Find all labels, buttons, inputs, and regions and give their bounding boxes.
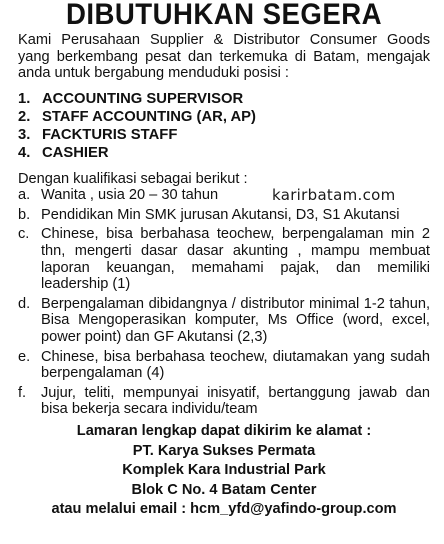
position-number: 2.	[18, 108, 31, 125]
qualification-marker: e.	[18, 348, 31, 365]
qualifications-intro: Dengan kualifikasi sebagai berikut :	[18, 170, 248, 187]
headline: DIBUTUHKAN SEGERA	[65, 0, 383, 31]
qualifications-list	[18, 187, 430, 418]
position-item	[18, 90, 430, 108]
qualification-text: Wanita , usia 20 – 30 tahun	[41, 187, 219, 204]
position-number: 4.	[18, 145, 31, 162]
address-line-1: Komplek Kara Industrial Park	[122, 462, 326, 479]
position-title: CASHIER	[42, 145, 109, 162]
positions-list	[18, 90, 430, 163]
contact-lead: Lamaran lengkap dapat dikirim ke alamat :	[76, 422, 372, 439]
position-title: STAFF ACCOUNTING (AR, AP)	[42, 108, 256, 125]
qualification-item	[18, 296, 430, 346]
address-line-2: Blok C No. 4 Batam Center	[131, 481, 317, 498]
qualification-item	[18, 226, 430, 292]
email-line: atau melalui email : hcm_yfd@yafindo-group.com	[51, 501, 397, 518]
position-number: 1.	[18, 90, 31, 107]
qualification-marker: a.	[18, 187, 31, 204]
position-item	[18, 108, 430, 126]
qualification-item	[18, 349, 430, 382]
qualification-marker: f.	[18, 384, 27, 401]
watermark-text: karirbatam.com	[272, 186, 396, 204]
position-title: ACCOUNTING SUPERVISOR	[42, 90, 244, 107]
qualification-text: Chinese, bisa berbahasa teochew, diutamakan yang sudah berpengalaman (4)	[41, 348, 430, 382]
position-item	[18, 144, 430, 162]
qualification-text: Berpengalaman dibidangnya / distributor minimal 1-2 tahun, Bisa Mengoperasikan komputer, Ms Office (word, excel, power point) dan GF Akutansi (2,3)	[41, 295, 430, 345]
contact-block	[18, 422, 430, 520]
qualification-text: Chinese, bisa berbahasa teochew, berpengalaman min 2 thn, mengerti dasar dasar akunting , mampu membuat laporan keuangan, memahami pajak, dan memiliki leadership (1)	[41, 226, 430, 293]
qualification-item	[18, 207, 430, 224]
qualification-item	[18, 385, 430, 418]
position-item	[18, 126, 430, 144]
position-title: FACKTURIS STAFF	[42, 127, 178, 144]
qualification-marker: c.	[18, 226, 30, 243]
company-name: PT. Karya Sukses Permata	[132, 442, 316, 459]
intro-paragraph: Kami Perusahaan Supplier & Distributor Consumer Goods yang berkembang pesat dan terkemuka di Batam, mengajak anda untuk bergabung menduduki posisi :	[18, 32, 430, 82]
position-number: 3.	[18, 127, 31, 144]
qualification-text: Jujur, teliti, mempunyai inisyatif, bertanggung jawab dan bisa bekerja secara individu/team	[41, 384, 430, 418]
qualification-marker: d.	[18, 295, 31, 312]
qualification-text: Pendidikan Min SMK jurusan Akutansi, D3, S1 Akutansi	[41, 206, 400, 223]
qualification-marker: b.	[18, 206, 31, 223]
